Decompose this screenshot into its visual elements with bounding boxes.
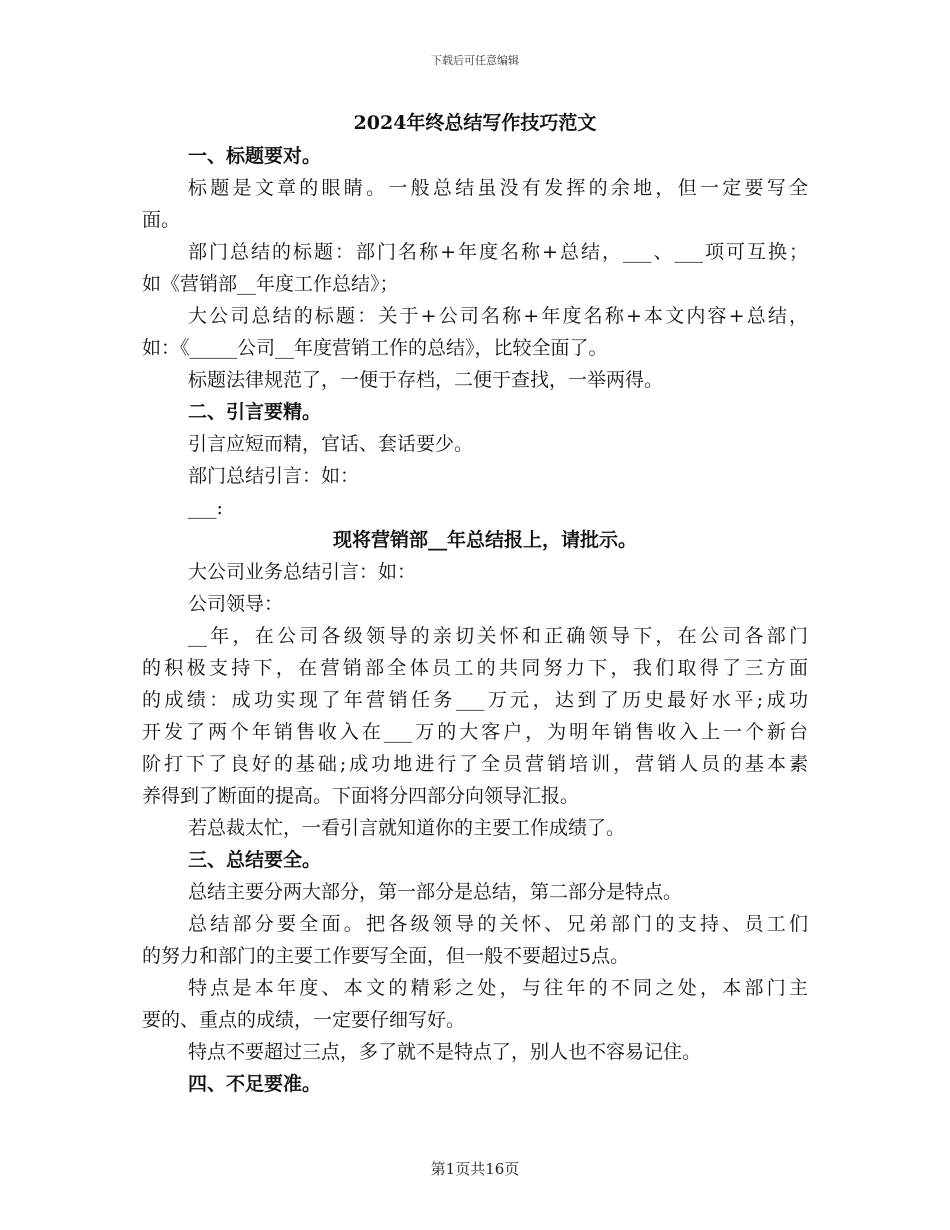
paragraph-line: 若总裁太忙，一看引言就知道你的主要工作成绩了。 [188,817,626,839]
page-footer: 第1页共16页 [430,1160,520,1178]
section-heading: 二、引言要精。 [188,401,322,423]
section-heading: 一、标题要对。 [188,145,322,167]
paragraph-line: 特点不要超过三点，多了就不是特点了，别人也不容易记住。 [188,1041,702,1063]
section-heading: 四、不足要准。 [188,1073,322,1095]
paragraph-line: 如《营销部__年度工作总结》； [142,273,399,295]
document-title: 2024年终总结写作技巧范文 [353,112,597,134]
paragraph-line: 部门总结引言：如： [188,465,360,487]
paragraph-line: ___: [188,497,223,519]
paragraph-line: 总结主要分两大部分，第一部分是总结，第二部分是特点。 [188,881,683,903]
paragraph-line: 部门总结的标题：部门名称+年度名称+总结，___、___项可互换； [188,241,808,263]
paragraph-line: 引言应短而精，官话、套话要少。 [188,433,474,455]
page-header: 下载后可任意编辑 [431,54,519,67]
example-quote: 现将营销部__年总结报上，请批示。 [332,529,637,551]
section-heading: 三、总结要全。 [188,849,322,871]
paragraph-line: 要的、重点的成绩，一定要仔细写好。 [142,1009,466,1031]
paragraph-line: __年，在公司各级领导的亲切关怀和正确领导下，在公司各部门 [188,625,808,647]
paragraph-line: 的成绩：成功实现了年营销任务___万元，达到了历史最好水平;成功 [142,689,808,711]
paragraph-line: 养得到了断面的提高。下面将分四部分向领导汇报。 [142,785,580,807]
paragraph-line: 公司领导： [188,593,284,615]
document-body [142,106,808,1100]
paragraph-line: 阶打下了良好的基础;成功地进行了全员营销培训，营销人员的基本素 [142,753,808,775]
paragraph-line: 开发了两个年销售收入在___万的大客户，为明年销售收入上一个新台 [142,721,808,743]
paragraph-line: 如：《_____公司__年度营销工作的总结》，比较全面了。 [142,337,608,359]
paragraph-line: 的努力和部门的主要工作要写全面，但一般不要超过5点。 [142,945,630,967]
document-lines [142,140,808,1100]
paragraph-line: 总结部分要全面。把各级领导的关怀、兄弟部门的支持、员工们 [188,913,808,935]
paragraph-line: 的积极支持下，在营销部全体员工的共同努力下，我们取得了三方面 [142,657,808,679]
paragraph-line: 标题是文章的眼睛。一般总结虽没有发挥的余地，但一定要写全 [188,177,808,199]
paragraph-line: 标题法律规范了，一便于存档，二便于查找，一举两得。 [188,369,664,391]
paragraph-line: 特点是本年度、本文的精彩之处，与往年的不同之处，本部门主 [188,977,808,999]
paragraph-line: 面。 [142,209,181,231]
paragraph-line: 大公司总结的标题：关于+公司名称+年度名称+本文内容+总结， [188,305,808,327]
paragraph-line: 大公司业务总结引言：如： [188,561,417,583]
